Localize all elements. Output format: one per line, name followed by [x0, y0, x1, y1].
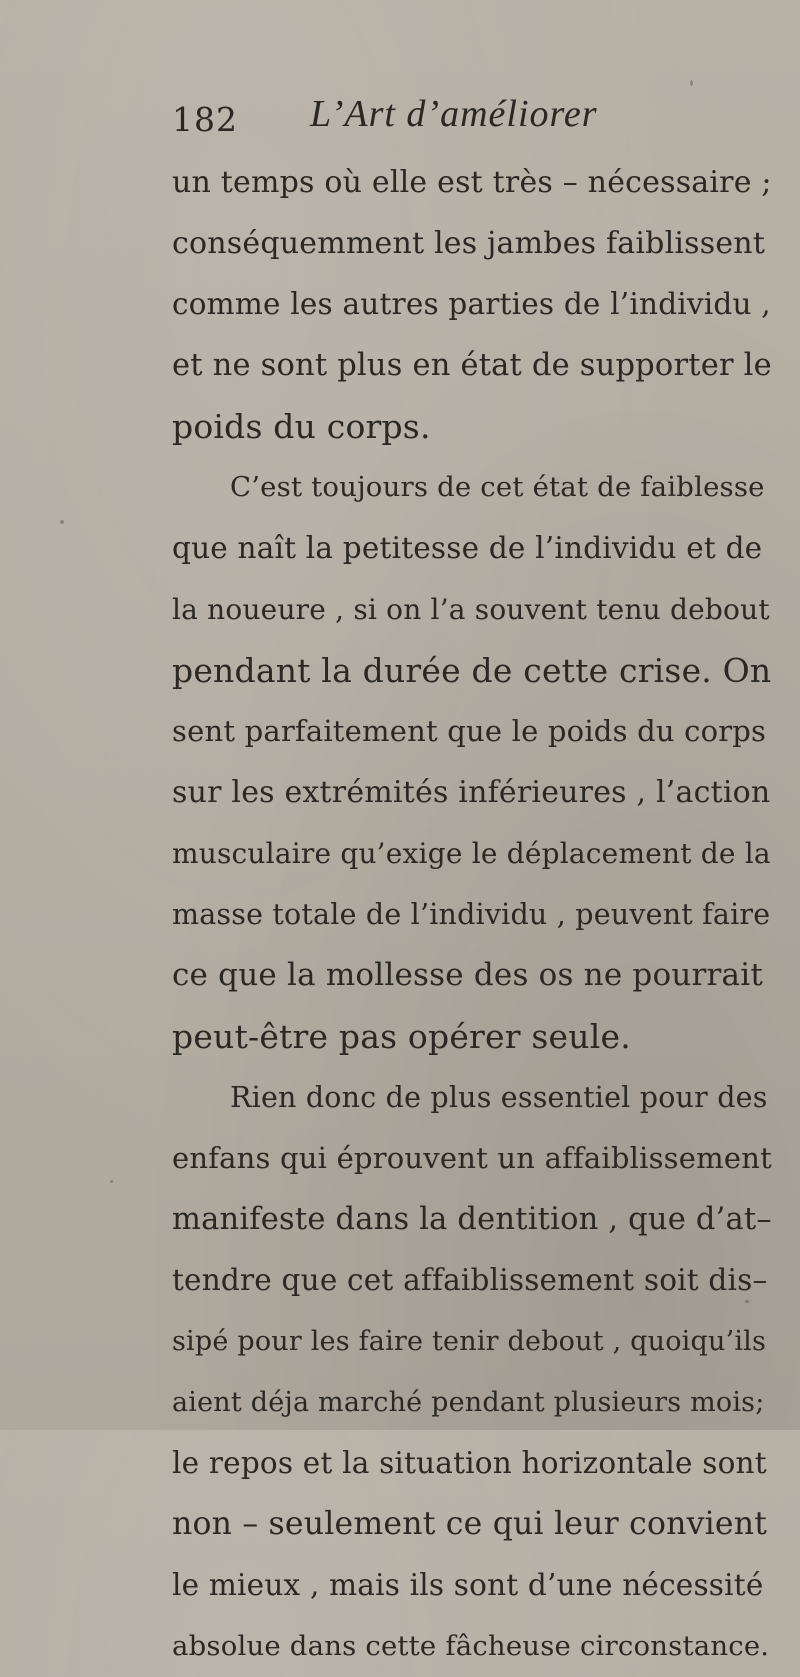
text-line: un temps où elle est très – nécessaire ;: [172, 165, 772, 200]
text-line: comme les autres parties de l’individu ,: [172, 287, 771, 321]
text-line: aient déja marché pendant plusieurs mois;: [172, 1387, 765, 1418]
text-line: tendre que cet affaiblissement soit dis–: [172, 1263, 768, 1297]
text-line: C’est toujours de cet état de faiblesse: [230, 471, 765, 503]
paper-speck: [110, 1180, 113, 1183]
text-line: absolue dans cette fâcheuse circonstance.: [172, 1630, 770, 1662]
paper-speck: [60, 520, 64, 524]
text-line: enfans qui éprouvent un affaiblissement: [172, 1141, 772, 1175]
text-line: que naît la petitesse de l’individu et de: [172, 531, 763, 565]
text-line: pendant la durée de cette crise. On: [172, 651, 772, 690]
paper-speck: [745, 1300, 749, 1303]
text-line: poids du corps.: [172, 407, 431, 446]
text-line: Rien donc de plus essentiel pour des: [230, 1081, 768, 1114]
text-line: et ne sont plus en état de supporter le: [172, 348, 772, 383]
text-line: peut-être pas opérer seule.: [172, 1017, 631, 1056]
text-line: non – seulement ce qui leur convient: [172, 1506, 768, 1542]
text-line: conséquemment les jambes faiblissent: [172, 226, 766, 261]
text-line: la noueure , si on l’a souvent tenu debout: [172, 593, 770, 626]
running-title: L’Art d’améliorer: [310, 93, 598, 135]
text-line: sur les extrémités inférieures , l’action: [172, 775, 771, 810]
text-line: sent parfaitement que le poids du corps: [172, 714, 767, 748]
text-line: le mieux , mais ils sont d’une nécessité: [172, 1568, 764, 1602]
paper-speck: [690, 80, 693, 86]
text-line: sipé pour les faire tenir debout , quoiqu’ils: [172, 1326, 767, 1357]
page-number: 182: [172, 100, 238, 139]
text-line: manifeste dans la dentition , que d’at–: [172, 1202, 772, 1237]
body-text: [172, 152, 772, 1677]
running-head: [172, 92, 732, 142]
text-line: le repos et la situation horizontale sont: [172, 1446, 767, 1480]
text-line: ce que la mollesse des os ne pourrait: [172, 957, 763, 993]
text-line: musculaire qu’exige le déplacement de la: [172, 837, 771, 870]
text-line: masse totale de l’individu , peuvent faire: [172, 898, 771, 931]
